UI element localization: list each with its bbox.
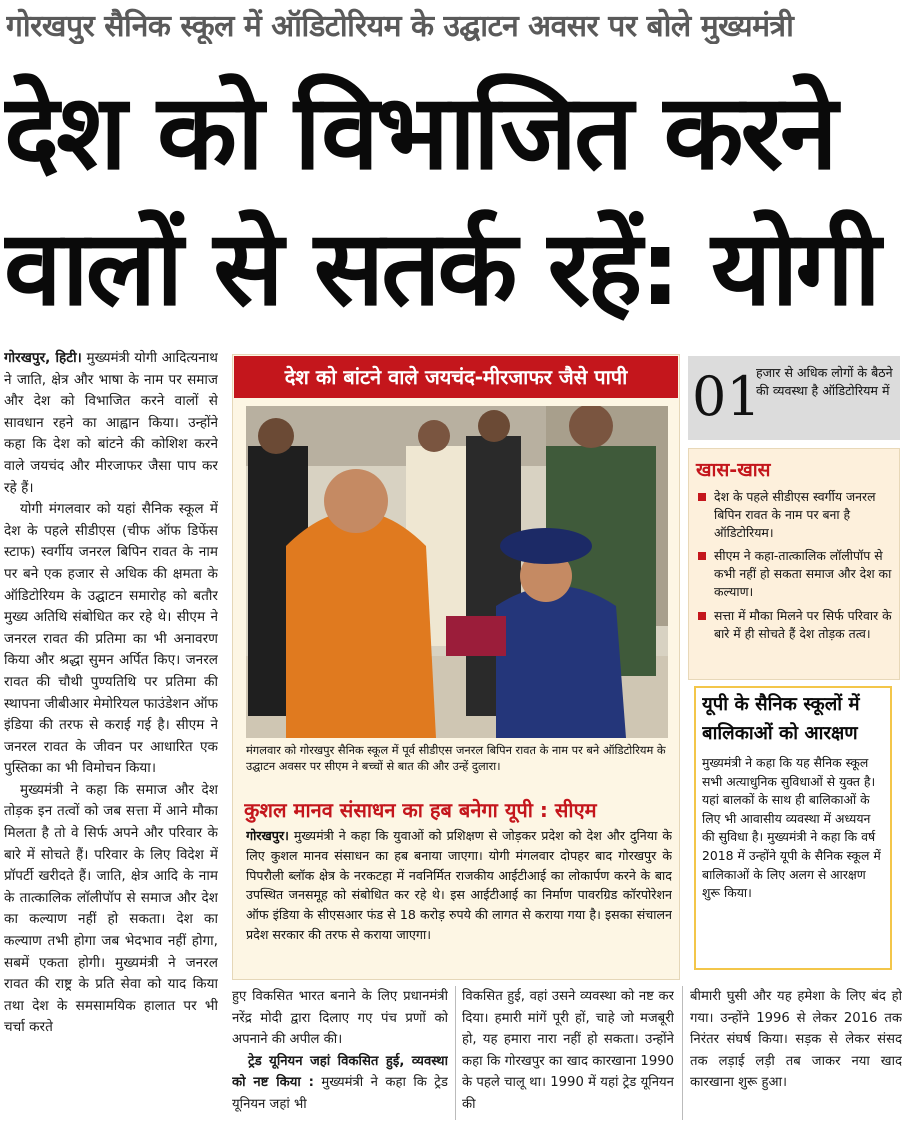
photo-illustration [246,406,668,738]
column-divider [682,986,683,1120]
highlight-item: सीएम ने कहा-तात्कालिक लॉलीपॉप से कभी नहीं हो सकता समाज और देश का कल्याण। [698,547,894,600]
highlight-item: सत्ता में मौका मिलने पर सिर्फ परिवार के बारे में ही सोचते हैं देश तोड़क तत्व। [698,607,894,643]
bottom-col1-subhead: ट्रेड यूनियन जहां विकसित हुई, व्यवस्था को नष्ट किया : [232,1053,448,1091]
highlights-title: खास-खास [696,459,771,481]
kicker: गोरखपुर सैनिक स्कूल में ऑडिटोरियम के उद्घाटन अवसर पर बोले मुख्यमंत्री [6,9,794,44]
article-paragraph-2: योगी मंगलवार को यहां सैनिक स्कूल में देश के पहले सीडीएस (चीफ ऑफ डिफेंस स्टाफ) स्वर्गीय जनरल बिपिन रावत के नाम पर बने एक हजार से अधिक की क्षमता के ऑडिटोरियम के उद्घाटन समारोह को बतौर मुख्य अतिथि संबोधित कर रहे थे। सीएम ने जनरल रावत की प्रतिमा का भी अनावरण किया और श्रद्धा सुमन अर्पित किए। जनरल रावत की चौथी पुण्यतिथि पर प्रतिमा की स्थापना जीबीआर मेमोरियल फाउंडेशन ऑफ इंडिया की तरफ से कराई गई है। सीएम ने जनरल रावत के जीवन पर आधारित एक पुस्तिका का भी विमोचन किया। [4,501,218,777]
article-paragraph-1: गोरखपुर, हिटी। मुख्यमंत्री योगी आदित्यनाथ ने जाति, क्षेत्र और भाषा के नाम पर समाज और देश को विभाजित करने वालों से सावधान रहने का आह्वान किया। उन्होंने कहा कि देश को बांटने की कोशिश करने वाले जयचंद और मीरजाफर जैसा पाप कर रहे हैं। [4,350,218,496]
bottom-col1-text: हुए विकसित भारत बनाने के लिए प्रधानमंत्री नरेंद्र मोदी द्वारा दिलाए गए पंच प्रणों को अपनाने की अपील की। [232,989,448,1048]
bottom-column-2 [462,986,674,1120]
bottom-col2-text: विकसित हुई, वहां उसने व्यवस्था को नष्ट कर दिया। हमारी मांगें पूरी हों, चाहे जो मजबूरी हो, यह हमारा नारा नहीं हो सकता। उन्होंने कहा कि गोरखपुर का खाद कारखाना 1990 के पहले चालू था। 1990 में यहां ट्रेड यूनियन की [462,989,674,1112]
highlight-item: देश के पहले सीडीएस स्वर्गीय जनरल बिपिन रावत के नाम पर बना है ऑडिटोरियम। [698,488,894,541]
reservation-body: मुख्यमंत्री ने कहा कि यह सैनिक स्कूल सभी अत्याधुनिक सुविधाओं से युक्त है। यहां बालकों के साथ ही बालिकाओं के लिए भी आवासीय व्यवस्था में अध्ययन की सुविधा है। मुख्यमंत्री ने कहा कि वर्ष 2018 में उन्होंने यूपी के सैनिक स्कूल में बालिकाओं के लिए अलग से आरक्षण शुरू किया। [702,755,881,901]
headline-line-1: देश को विभाजित करने [4,71,835,193]
bottom-column-3 [690,986,902,1120]
square-bullet-icon [698,552,706,560]
column-divider [455,986,456,1120]
bottom-column-1 [232,986,448,1120]
bottom-col1-subsection: ट्रेड यूनियन जहां विकसित हुई, व्यवस्था को नष्ट किया : मुख्यमंत्री ने कहा कि ट्रेड यूनियन जहां भी [232,1053,448,1112]
photo-caption: मंगलवार को गोरखपुर सैनिक स्कूल में पूर्व सीडीएस जनरल बिपिन रावत के नाम पर बने ऑडिटोरियम के उद्घाटन अवसर पर सीएम ने बच्चों से बात की और उन्हें दुलारा। [246,743,666,773]
left-column-article [4,348,218,1120]
headline-line-2: वालों से सतर्क रहें: योगी [4,207,878,329]
dateline: गोरखपुर, हिटी। [4,350,82,366]
fact-number: 01 [692,365,761,428]
bottom-col3-text: बीमारी घुसी और यह हमेशा के लिए बंद हो गया। उन्होंने 1996 से लेकर 2016 तक निरंतर संघर्ष किया। सड़क से लेकर संसद तक लड़ाई लड़ी तब जाकर नया खाद कारखाना शुरू हुआ। [690,989,902,1091]
article-paragraph-3: मुख्यमंत्री ने कहा कि समाज और देश तोड़क इन तत्वों को जब सत्ता में आने मौका मिलता है तो वे सिर्फ अपने और परिवार के बारे में सोचते हैं। परिवार के लिए विदेश में प्रॉपर्टी खरीदते हैं। जाति, क्षेत्र आदि के नाम के तात्कालिक लॉलीपॉप से समाज और देश का कल्याण नहीं हो सकता। देश का कल्याण तभी होगा जब भेदभाव नहीं होगा, सबमें एकता होगी। मुख्यमंत्री ने जनरल रावत की राष्ट्र के प्रति सेवा को याद किया तथा देश के समसामयिक हालात पर भी चर्चा करते [4,781,218,1036]
highlights-list [698,488,894,674]
fact-text: हजार से अधिक लोगों के बैठने की व्यवस्था है ऑडिटोरियम में [756,365,893,398]
square-bullet-icon [698,612,706,620]
sub-story-body: गोरखपुर। मुख्यमंत्री ने कहा कि युवाओं को प्रशिक्षण से जोड़कर प्रदेश को देश और दुनिया के लिए कुशल मानव संसाधन का हब बनाया जाएगा। योगी मंगलवार दोपहर बाद गोरखपुर के पिपरौली ब्लॉक क्षेत्र के नरकटहा में नवनिर्मित राजकीय आईटीआई का लोकार्पण करने के बाद उपस्थित जनसमूह को संबोधित कर रहे थे। इस आईटीआई का निर्माण पावरग्रिड कॉरपोरेशन ऑफ इंडिया के सीएसआर फंड से 18 करोड़ रुपये की लागत से कराया गया है। इसका संचालन प्रदेश सरकार की तरफ से कराया जाएगा। [246,828,672,942]
reservation-title: यूपी के सैनिक स्कूलों में बालिकाओं को आरक्षण [702,694,860,744]
photo-banner: देश को बांटने वाले जयचंद-मीरजाफर जैसे पापी [234,356,678,398]
sub-story-headline: कुशल मानव संसाधन का हब बनेगा यूपी : सीएम [244,798,597,822]
square-bullet-icon [698,493,706,501]
news-photo [246,406,668,738]
sub-story-dateline: गोरखपुर। [246,828,289,843]
